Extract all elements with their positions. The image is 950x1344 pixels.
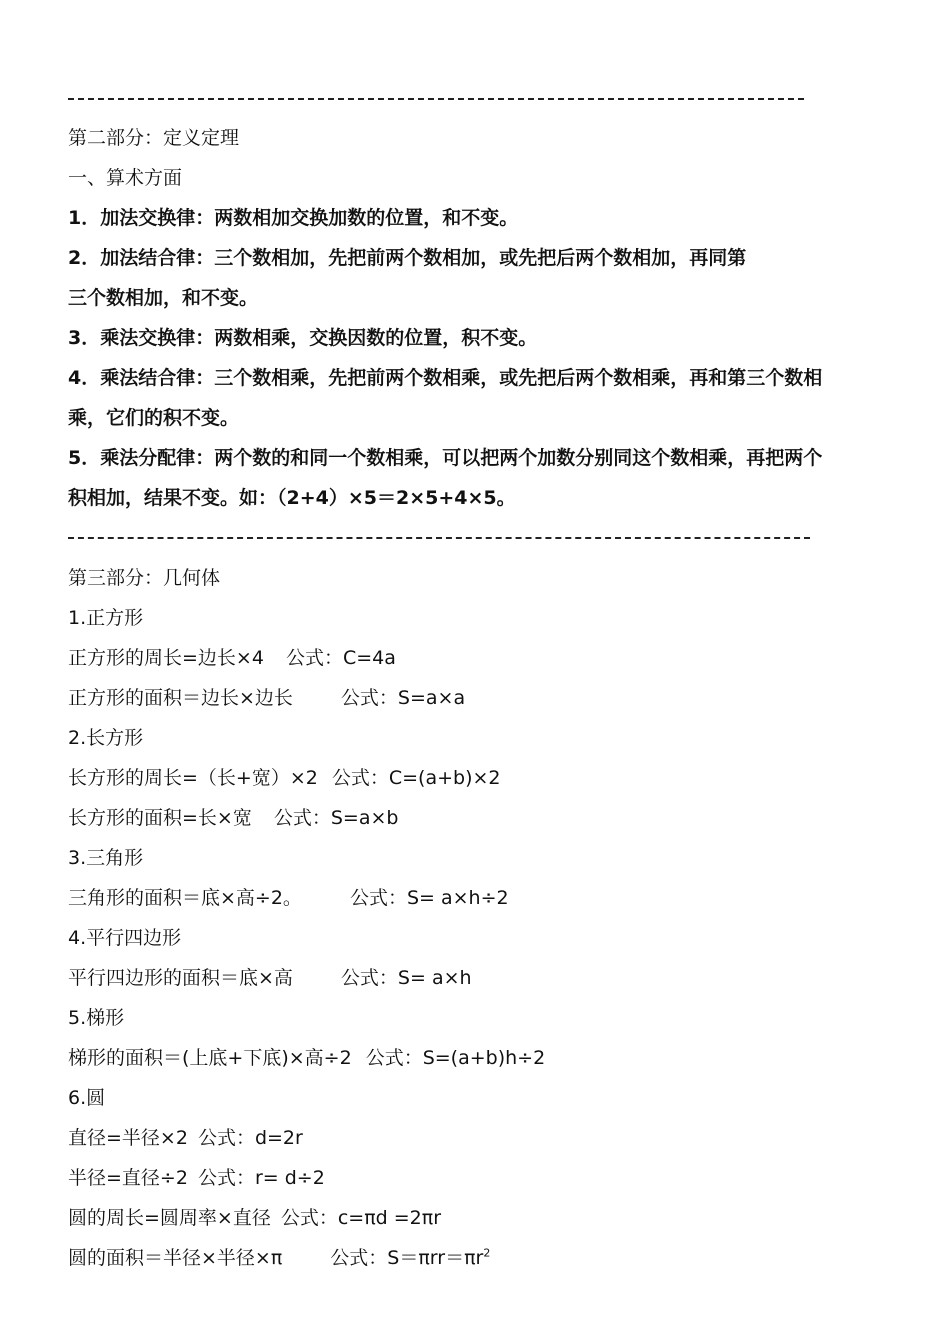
dashed-divider-top: [68, 98, 804, 100]
parallelogram-area-row: [68, 966, 472, 990]
circle-circumference-formula: 公式：c=πd =2πr: [280, 1207, 442, 1229]
circle-area-definition: 圆的面积＝半径×半径×π: [68, 1247, 283, 1269]
square-perimeter-row: [68, 646, 396, 670]
circle-area-formula: 公式：S＝πrr＝πr: [330, 1247, 484, 1269]
square-area-row: [68, 686, 465, 710]
circle-area-row: [68, 1246, 490, 1270]
circle-heading: 6.圆: [68, 1087, 106, 1109]
triangle-heading: 3.三角形: [68, 847, 144, 869]
square-area-formula: 公式：S=a×a: [340, 687, 466, 709]
law-line-1: 1．加法交换律：两数相加交换加数的位置，和不变。: [68, 207, 519, 229]
circle-diameter-definition: 直径=半径×2: [68, 1127, 188, 1149]
law-line-8: 积相加，结果不变。如：（2+4）×5＝2×5+4×5。: [68, 487, 516, 509]
part2-subtitle: 一、算术方面: [68, 167, 183, 189]
triangle-area-definition: 三角形的面积＝底×高÷2。: [68, 887, 302, 909]
circle-radius-definition: 半径=直径÷2: [68, 1167, 188, 1189]
square-area-definition: 正方形的面积＝边长×边长: [68, 687, 293, 709]
circle-radius-formula: 公式：r= d÷2: [197, 1167, 325, 1189]
dashed-divider-middle: [68, 537, 810, 539]
square-perimeter-definition: 正方形的周长=边长×4: [68, 647, 264, 669]
trapezoid-area-definition: 梯形的面积＝(上底+下底)×高÷2: [68, 1047, 352, 1069]
parallelogram-area-formula: 公式：S= a×h: [340, 967, 472, 989]
part2-title: 第二部分：定义定理: [68, 127, 240, 149]
rectangle-perimeter-formula: 公式：C=(a+b)×2: [331, 767, 501, 789]
parallelogram-heading: 4.平行四边形: [68, 927, 182, 949]
trapezoid-area-formula: 公式：S=(a+b)h÷2: [365, 1047, 546, 1069]
circle-circumference-definition: 圆的周长=圆周率×直径: [68, 1207, 271, 1229]
rectangle-area-row: [68, 806, 398, 830]
circle-diameter-row: [68, 1126, 303, 1150]
circle-circumference-row: [68, 1206, 441, 1230]
circle-diameter-formula: 公式：d=2r: [197, 1127, 303, 1149]
part3-title: 第三部分：几何体: [68, 567, 221, 589]
parallelogram-area-definition: 平行四边形的面积＝底×高: [68, 967, 293, 989]
law-line-7: 5．乘法分配律：两个数的和同一个数相乘，可以把两个加数分别同这个数相乘，再把两个: [68, 447, 823, 469]
circle-radius-row: [68, 1166, 325, 1190]
rectangle-area-definition: 长方形的面积=长×宽: [68, 807, 252, 829]
rectangle-area-formula: 公式：S=a×b: [273, 807, 399, 829]
triangle-area-formula: 公式：S= a×h÷2: [349, 887, 509, 909]
triangle-area-row: [68, 886, 509, 910]
rectangle-heading: 2.长方形: [68, 727, 144, 749]
circle-area-exponent: 2: [483, 1246, 491, 1260]
square-perimeter-formula: 公式：C=4a: [285, 647, 396, 669]
law-line-5: 4．乘法结合律：三个数相乘，先把前两个数相乘，或先把后两个数相乘，再和第三个数相: [68, 367, 823, 389]
law-line-3: 三个数相加，和不变。: [68, 287, 259, 309]
trapezoid-area-row: [68, 1046, 545, 1070]
law-line-2: 2．加法结合律：三个数相加，先把前两个数相加，或先把后两个数相加，再同第: [68, 247, 747, 269]
law-line-4: 3．乘法交换律：两数相乘，交换因数的位置，积不变。: [68, 327, 538, 349]
rectangle-perimeter-row: [68, 766, 501, 790]
trapezoid-heading: 5.梯形: [68, 1007, 125, 1029]
law-line-6: 乘，它们的积不变。: [68, 407, 240, 429]
rectangle-perimeter-definition: 长方形的周长=（长+宽）×2: [68, 767, 318, 789]
square-heading: 1.正方形: [68, 607, 144, 629]
